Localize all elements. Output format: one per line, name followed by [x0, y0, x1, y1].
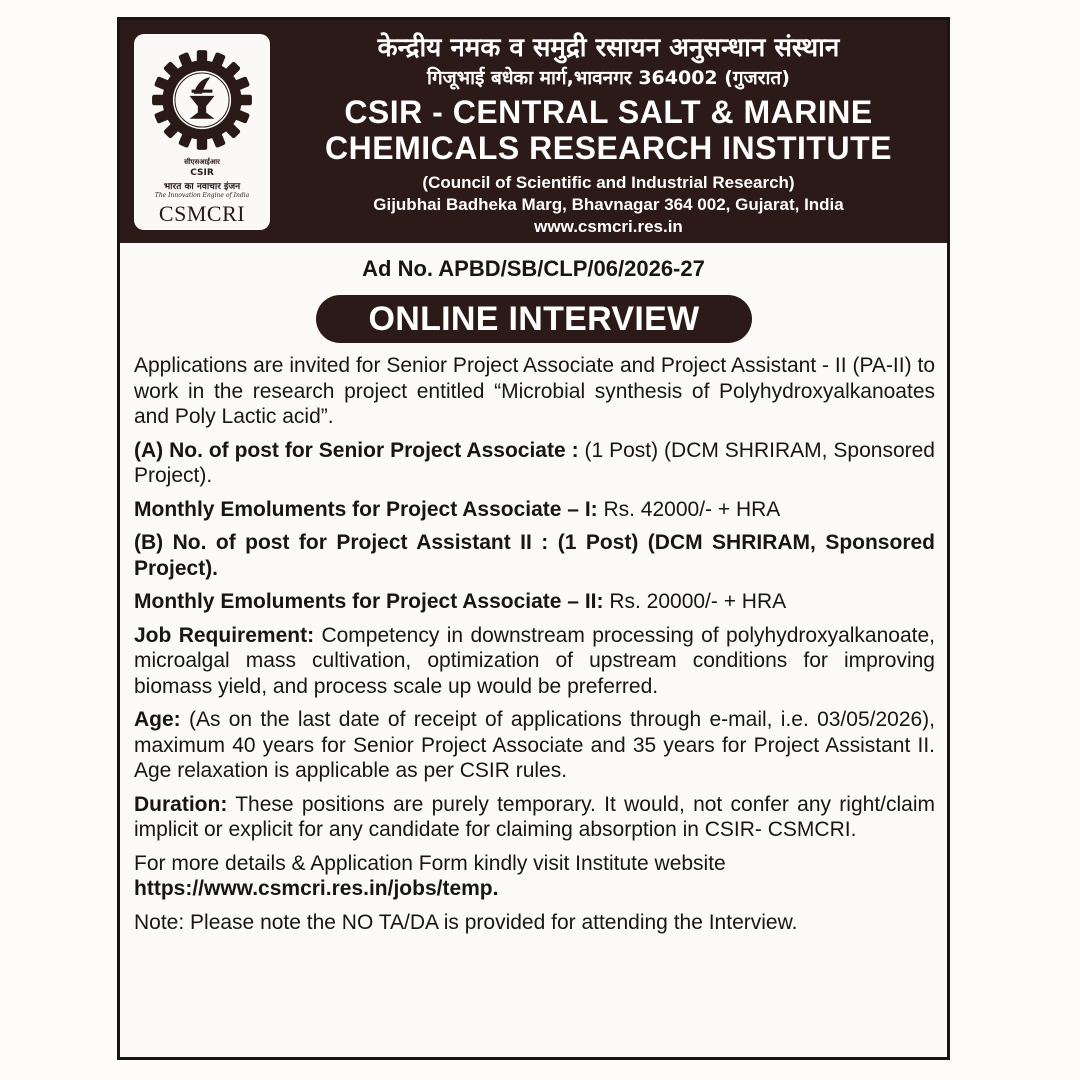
advertisement-frame — [117, 17, 950, 1060]
details-paragraph — [134, 851, 935, 902]
logo-hindi-label: सीएसआईआर — [184, 158, 220, 166]
age-value: (As on the last date of receipt of applications through e-mail, i.e. 03/05/2026), maximum 40 years for Senior Project Associate and 35 years for Project Assistant II. Age relaxation is applicable as per CSIR rules. — [134, 708, 935, 782]
post-b-paragraph: (B) No. of post for Project Assistant II : (1 Post) (DCM SHRIRAM, Sponsored Project). — [134, 531, 935, 580]
institute-website: www.csmcri.res.in — [534, 217, 683, 236]
age-paragraph — [134, 707, 935, 784]
job-requirement-label: Job Requirement: — [134, 623, 315, 647]
age-label: Age: — [134, 708, 181, 731]
post-a-paragraph — [134, 438, 935, 489]
ad-number: Ad No. APBD/SB/CLP/06/2026-27 — [362, 256, 705, 281]
emoluments-a-label: Monthly Emoluments for Project Associate – I: — [134, 497, 598, 521]
online-interview-banner: ONLINE INTERVIEW — [316, 295, 752, 343]
emoluments-b-label: Monthly Emoluments for Project Associate – II: — [134, 590, 604, 613]
duration-paragraph — [134, 792, 935, 843]
header-banner — [120, 20, 947, 243]
emoluments-b-value: Rs. 20000/- + HRA — [603, 590, 787, 613]
emoluments-a-paragraph — [134, 497, 935, 523]
logo-csir-label: CSIR — [190, 168, 214, 178]
post-a-value: (1 Post) (DCM SHRIRAM, Sponsored Project). — [134, 438, 935, 487]
details-text: For more details & Application Form kindly visit Institute website — [134, 851, 726, 875]
job-requirement-paragraph — [134, 623, 935, 700]
institute-title-line-1: CSIR - CENTRAL SALT & MARINE — [344, 94, 873, 130]
post-a-label: (A) No. of post for Senior Project Associate : — [134, 438, 579, 462]
institute-address: Gijubhai Badheka Marg, Bhavnagar 364 002, Gujarat, India — [373, 195, 844, 214]
logo-tagline: The Innovation Engine of India — [154, 192, 250, 199]
duration-label: Duration: — [134, 792, 228, 816]
jobs-link[interactable]: https://www.csmcri.res.in/jobs/temp. — [134, 877, 499, 900]
logo-institute-name: CSMCRI — [158, 201, 246, 226]
emoluments-b-paragraph — [134, 589, 935, 615]
advertisement-body — [134, 353, 935, 943]
logo — [134, 34, 270, 230]
council-name: (Council of Scientific and Industrial Research) — [422, 173, 795, 192]
emoluments-a-value: Rs. 42000/- + HRA — [597, 497, 781, 521]
hindi-institute-address: गिजूभाई बधेका मार्ग,भावनगर 364002 (गुजरात) — [427, 67, 790, 89]
intro-paragraph: Applications are invited for Senior Project Associate and Project Assistant - II (PA-II) to work in the research project entitled “Microbial synthesis of Polyhydroxyalkanoates and Poly Lactic acid”. — [134, 354, 935, 428]
note-paragraph: Note: Please note the NO TA/DA is provided for attending the Interview. — [134, 910, 798, 934]
job-requirement-value: Competency in downstream processing of polyhydroxyalkanoate, microalgal mass cultivation, optimization of upstream conditions for improving biomass yield, and process scale up would be preferred. — [134, 623, 936, 698]
hindi-institute-title: केन्द्रीय नमक व समुद्री रसायन अनुसन्धान संस्थान — [377, 33, 840, 63]
institute-title-line-2: CHEMICALS RESEARCH INSTITUTE — [325, 130, 892, 166]
logo-hindi-slogan: भारत का नवाचार इंजन — [163, 182, 241, 192]
csir-gear-icon — [150, 48, 254, 152]
duration-value: These positions are purely temporary. It would, not confer any right/claim implicit or explicit for any candidate for claiming absorption in CSIR- CSMCRI. — [134, 792, 935, 841]
